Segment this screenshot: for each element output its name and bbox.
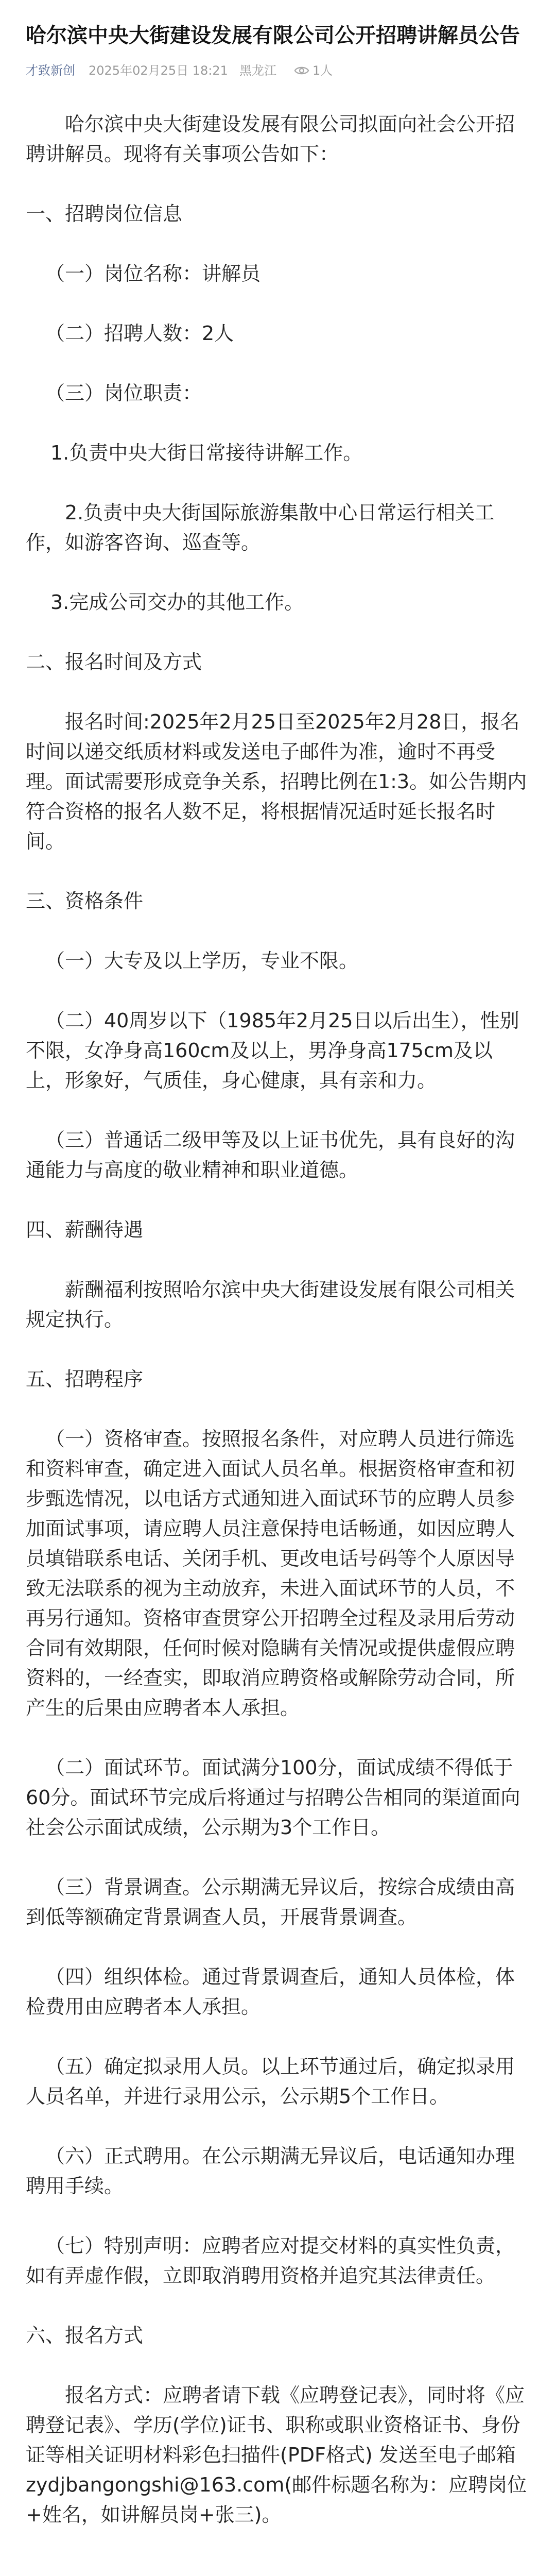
paragraph: 薪酬福利按照哈尔滨中央大街建设发展有限公司相关规定执行。 (26, 1278, 515, 1331)
section-heading: 二、报名时间及方式 (26, 651, 202, 673)
section-heading: 三、资格条件 (26, 890, 144, 912)
section-heading: 五、招聘程序 (26, 1368, 144, 1391)
paragraph: （二）招聘人数：2人 (45, 322, 234, 345)
article-meta (26, 62, 530, 79)
paragraph: （二）面试环节。面试满分100分，面试成绩不得低于60分。面试环节完成后将通过与招聘公告相同的渠道面向社会公示面试成绩，公示期为3个工作日。 (26, 1756, 520, 1839)
publish-region: 黑龙江 (239, 63, 276, 78)
paragraph: （三）背景调查。公示期满无异议后，按综合成绩由高到低等额确定背景调查人员，开展背景调查。 (26, 1876, 515, 1928)
paragraph: （三）岗位职责： (45, 382, 202, 404)
paragraph: （一）资格审查。按照报名条件，对应聘人员进行筛选和资料审查，确定进入面试人员名单。根据资格审查和初步甄选情况，以电话方式通知进入面试环节的应聘人员参加面试事项，请应聘人员注意保持电话畅通，如因应聘人员填错联系电话、关闭手机、更改电话号码等个人原因导致无法联系的视为主动放弃，未进入面试环节的人员，不再另行通知。资格审查贯穿公开招聘全过程及录用后劳动合同有效期限，任何时候对隐瞒有关情况或提供虚假应聘资料的，一经查实，即取消应聘资格或解除劳动合同，所产生的后果由应聘者本人承担。 (26, 1428, 515, 1719)
paragraph: （五）确定拟录用人员。以上环节通过后，确定拟录用人员名单，并进行录用公示，公示期5个工作日。 (26, 2055, 515, 2108)
source-account-link[interactable]: 才致新创 (26, 63, 75, 78)
paragraph: （一）岗位名称：讲解员 (45, 262, 261, 285)
view-count-text: 1人 (312, 63, 333, 78)
paragraph: 1.负责中央大街日常接待讲解工作。 (50, 442, 363, 464)
paragraph: （一）大专及以上学历，专业不限。 (45, 950, 359, 972)
article-body (26, 109, 530, 2530)
paragraph: （六）正式聘用。在公示期满无异议后，电话通知办理聘用手续。 (26, 2145, 515, 2197)
paragraph: （四）组织体检。通过背景调查后，通知人员体检，体检费用由应聘者本人承担。 (26, 1965, 515, 2018)
section-heading: 六、报名方式 (26, 2324, 144, 2347)
article-title: 哈尔滨中央大街建设发展有限公司公开招聘讲解员公告 (26, 24, 520, 47)
paragraph: （七）特别声明：应聘者应对提交材料的真实性负责，如有弄虚作假，立即取消聘用资格并追究其法律责任。 (26, 2234, 515, 2287)
paragraph: （二）40周岁以下（1985年2月25日以后出生），性别不限，女净身高160cm及以上，男净身高175cm及以上，形象好，气质佳，身心健康，具有亲和力。 (26, 1009, 519, 1092)
paragraph: 报名方式：应聘者请下载《应聘登记表》，同时将《应聘登记表》、学历(学位)证书、职称或职业资格证书、身份证等相关证明材料彩色扫描件(PDF格式) 发送至电子邮箱zydjbangongshi@163.com(邮件标题名称为：应聘岗位+姓名，如讲解员岗+张三)。 (26, 2384, 527, 2526)
section-heading: 一、招聘岗位信息 (26, 202, 183, 225)
eye-icon (294, 63, 309, 78)
paragraph-intro: 哈尔滨中央大街建设发展有限公司拟面向社会公开招聘讲解员。现将有关事项公告如下： (26, 113, 515, 165)
publish-time: 2025年02月25日 18:21 (89, 63, 228, 78)
paragraph: 2.负责中央大街国际旅游集散中心日常运行相关工作，如游客咨询、巡查等。 (26, 501, 495, 554)
paragraph: 报名时间:2025年2月25日至2025年2月28日，报名时间以递交纸质材料或发送电子邮件为准，逾时不再受理。面试需要形成竞争关系，招聘比例在1:3。如公告期内符合资格的报名人数不足，将根据情况适时延长报名时间。 (26, 710, 527, 853)
paragraph: （三）普通话二级甲等及以上证书优先，具有良好的沟通能力与高度的敬业精神和职业道德。 (26, 1129, 515, 1181)
paragraph: 3.完成公司交办的其他工作。 (50, 591, 304, 614)
section-heading: 四、薪酬待遇 (26, 1218, 144, 1241)
view-count (294, 62, 333, 79)
